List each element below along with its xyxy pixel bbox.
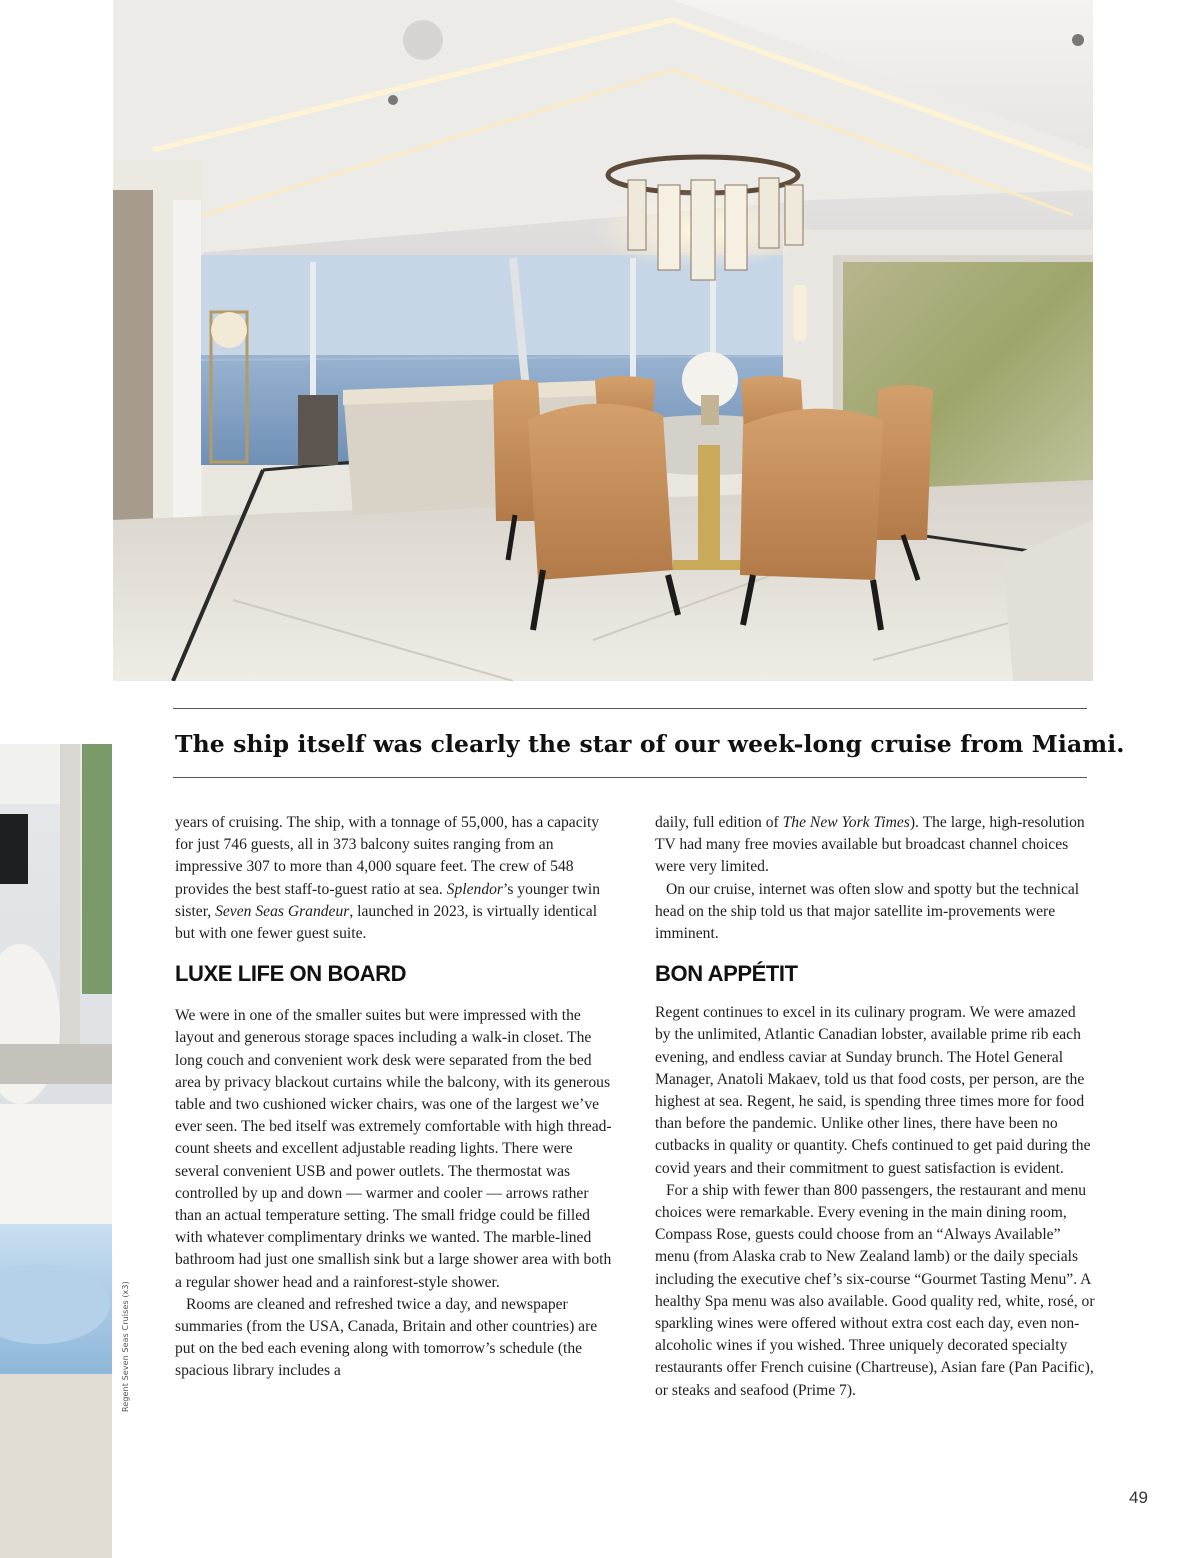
pull-quote-text: The ship itself was clearly the star of our week-long cruise from Miami. [175, 730, 1125, 758]
body-paragraph: For a ship with fewer than 800 passengers, the restaurant and menu choices were remarkable. Every evening in the main dining room, Compass Rose, guests could choose from an “Always Available” menu (from Alaska crab to New Zealand lamb) or the daily specials including the executive chef’s six-course “Gourmet Tasting Menu”. A healthy Spa menu was also available. Good quality red, white, rosé, or sparkling wines were offered without extra cost each day, even non-alcoholic wines if you wished. Three uniquely decorated specialty restaurants offer French cuisine (Chartreuse), Asian fare (Pan Pacific), or steaks and seafood (Prime 7). [655, 1181, 1095, 1399]
suite-dining-room-photo [113, 0, 1093, 681]
photo-credit: Regent Seven Seas Cruises (x3) [121, 1281, 130, 1412]
page-number: 49 [1129, 1488, 1148, 1507]
body-paragraph: daily, full edition of The New York Times). The large, high-resolution TV had many free movies available but broadcast channel choices were very limited. [655, 814, 1085, 876]
body-paragraph: Rooms are cleaned and refreshed twice a day, and newspaper summaries (from the USA, Canada, Britain and other countries) are put on the bed each evening along with tomorrow’s schedule (the spacious library includes a [175, 1295, 598, 1380]
article-column-left [175, 812, 615, 1383]
body-paragraph: years of cruising. The ship, with a tonnage of 55,000, has a capacity for just 746 guests, all in 373 balcony suites ranging from an impressive 307 to more than 4,000 square feet. The crew of 548 provides the best staff-to-guest ratio at sea. Splendor’s younger twin sister, Seven Seas Grandeur, launched in 2023, is virtually identical but with one fewer guest suite. [175, 814, 601, 943]
body-paragraph: We were in one of the smaller suites but were impressed with the layout and generous storage spaces including a walk-in closet. The long couch and convenient work desk were separated from the bed area by privacy blackout curtains while the balcony, with its generous table and two cushioned wicker chairs, was one of the largest we’ve ever seen. The bed itself was extremely comfortable with high thread-count sheets and excellent adjustable reading lights. There were several convenient USB and power outlets. The thermostat was controlled by up and down — warmer and cooler — arrows rather than an actual temperature setting. The small fridge could be filled with whatever complimentary drinks we wanted. The marble-lined bathroom had just one smallish sink but a large shower area with both a regular shower head and a rainforest-style shower. [175, 1007, 612, 1291]
body-paragraph: Regent continues to excel in its culinary program. We were amazed by the unlimited, Atlantic Canadian lobster, available prime rib each evening, and endless caviar at Sunday brunch. The Hotel General Manager, Anatoli Makaev, told us that food costs, per person, are the highest at sea. Regent, he said, is spending three times more for food than before the pandemic. Unlike other lines, there have been no cutbacks in quality or quantity. Chefs continued to get paid during the covid years and their commitment to guest satisfaction is evident. [655, 1004, 1091, 1177]
section-heading-luxe-life: LUXE LIFE ON BOARD [175, 961, 407, 987]
suite-balcony-photo [0, 744, 112, 1558]
section-heading-bon-appetit: BON APPÉTIT [655, 961, 798, 987]
body-paragraph: On our cruise, internet was often slow and spotty but the technical head on the ship told us that major satellite im-provements were imminent. [655, 880, 1080, 943]
pull-quote [173, 708, 1125, 778]
article-column-right [655, 812, 1095, 1402]
